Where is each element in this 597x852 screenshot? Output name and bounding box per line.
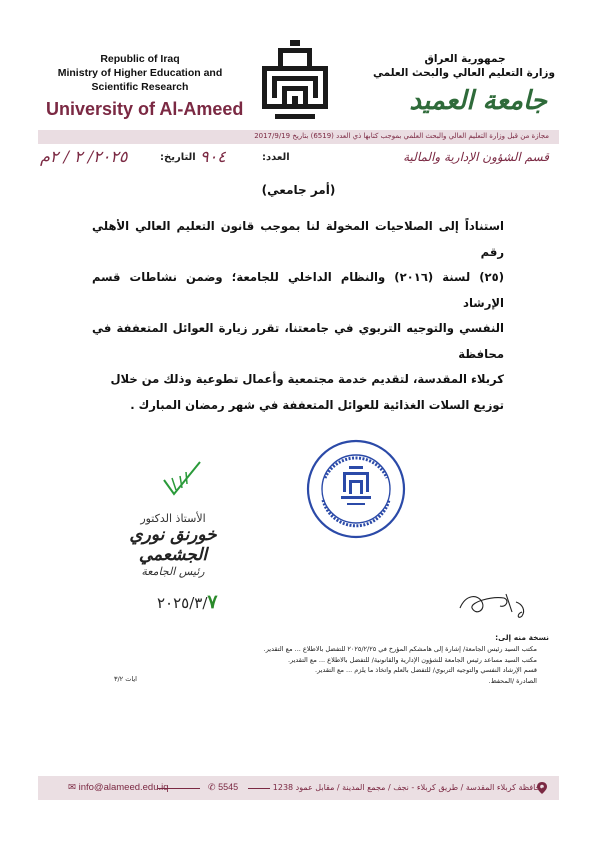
arabic-org-line: وزارة التعليم العالي والبحث العلمي	[372, 67, 555, 79]
copies-item: قسم الإرشاد النفسي والتوجيه التربوي/ للتفضل بالعلم واتخاذ ما يلزم ... مع التقدير.	[315, 666, 537, 674]
copies-list	[264, 644, 537, 686]
university-seal-stamp	[305, 438, 407, 540]
body-line: كربلاء المقدسة، لتقديم خدمة مجتمعية وأعمال تطوعية وذلك من خلال	[110, 372, 504, 386]
signatory-block	[118, 512, 228, 578]
university-name-arabic: جامعة العميد	[409, 86, 547, 116]
footer-phone	[208, 782, 238, 793]
arabic-org-line: جمهورية العراق	[424, 53, 506, 65]
university-name-english: University of Al-Ameed	[46, 99, 244, 119]
copies-item: مكتب السيد رئيس الجامعة/ إشارة إلى هامشكم المؤرخ في ٢٠٢٥/٢/٢٥ للتفضل بالاطلاع ... مع التقدير.	[263, 645, 537, 653]
date-value: ٢٠٢٥/ ٢ / ٢م	[40, 147, 128, 166]
phone-icon: ✆	[208, 782, 216, 792]
body-line: استناداً إلى الصلاحيات المخولة لنا بموجب قانون التعليم العالي الأهلي رقم	[92, 219, 504, 259]
english-org-line: Republic of Iraq	[100, 53, 180, 65]
english-org-line: Scientific Research	[91, 81, 189, 93]
department-name: قسم الشؤون الإدارية والمالية	[403, 150, 549, 164]
copies-item: الصادرة /المحفظ.	[488, 676, 537, 685]
signature-date-text: ٢٠٢٥/٣/	[157, 594, 208, 612]
footer-email-address[interactable]: info@alameed.edu.iq	[78, 782, 169, 793]
document-title: (أمر جامعي)	[261, 183, 336, 197]
footer-phone-number: 5545	[218, 782, 239, 792]
signatory-position: رئيس الجامعة	[141, 565, 205, 578]
body-line: توزيع السلات الغذائية للعوائل المتعففة في شهر رمضان المبارك .	[130, 397, 504, 412]
date-label: التاريخ:	[160, 152, 196, 163]
mail-icon: ✉	[68, 782, 76, 793]
signatory-rank: الأستاذ الدكتور	[140, 512, 206, 525]
english-org-line: Ministry of Higher Education and	[57, 67, 223, 79]
footer-address: محافظة كربلاء المقدسة / طريق كربلاء - نجف / مجمع المدينة / مقابل عمود 1238	[272, 783, 545, 792]
footer-divider	[248, 788, 270, 789]
copies-item: مكتب السيد مساعد رئيس الجامعة للشؤون الإدارية والقانونية/ للتفضل بالاطلاع ... مع التقدير.	[287, 655, 537, 664]
copies-heading: نسخة منه إلى:	[495, 633, 549, 642]
english-org-block	[40, 52, 240, 94]
signatory-name: خورنق نوري الجشعمي	[129, 525, 217, 565]
number-value: ٩٠٤	[200, 147, 226, 166]
typist-note: ايات ٣/٢	[114, 675, 137, 683]
license-text: مجازة من قبل وزارة التعليم العالي والبحث العلمي بموجب كتابها ذي العدد (6519) بتاريخ 2017/9/19	[254, 132, 549, 140]
document-body	[92, 214, 504, 418]
handwritten-signature	[452, 588, 532, 624]
university-logo	[250, 38, 340, 128]
signature-date	[157, 591, 218, 613]
number-label: العدد:	[262, 152, 290, 163]
signature-date-day: ٧	[207, 591, 218, 613]
arabic-org-block	[372, 52, 555, 80]
body-line: النفسي والتوجيه التربوي في جامعتنا، تقرر زيارة العوائل المتعففة في محافظة	[92, 321, 504, 361]
footer-email[interactable]	[68, 782, 169, 793]
approval-check-mark	[160, 458, 205, 500]
body-line: (٢٥) لسنة (٢٠١٦) والنظام الداخلي للجامعة؛ وضمن نشاطات قسم الإرشاد	[92, 270, 505, 310]
